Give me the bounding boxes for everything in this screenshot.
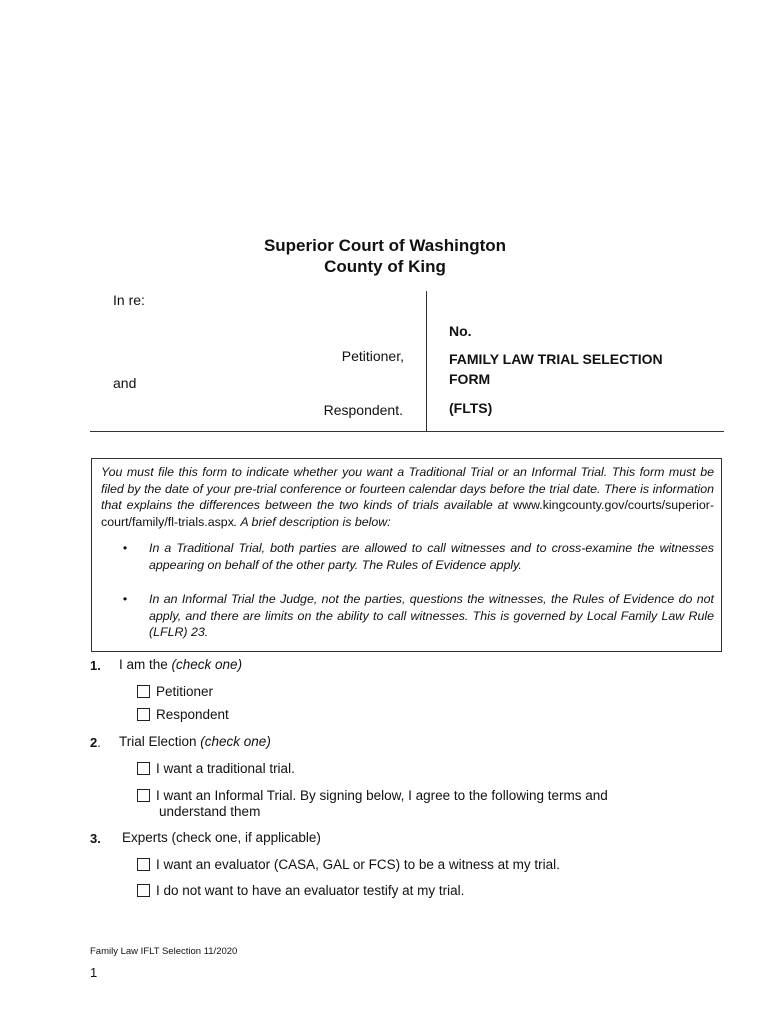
question-2-number: 2. <box>90 735 101 750</box>
and-label: and <box>113 375 137 391</box>
instructions-box <box>91 458 722 652</box>
respondent-label: Respondent. <box>323 402 403 418</box>
question-1-number: 1. <box>90 658 101 673</box>
option-respondent[interactable]: Respondent <box>137 707 229 723</box>
checkbox-icon[interactable] <box>137 884 150 897</box>
bullet-icon: • <box>122 541 128 555</box>
intro-text-end: . A brief description is below: <box>233 514 391 529</box>
form-footer-id: Family Law IFLT Selection 11/2020 <box>90 946 238 957</box>
question-3-text: Experts (check one, if applicable) <box>122 830 321 845</box>
bullet-text: In an Informal Trial the Judge, not the parties, questions the witnesses, the Rules of Evidence do not apply, and there are limits on the ability to call witnesses. This is governed by Local Family Law Rule (LFLR) 23. <box>149 592 714 639</box>
intro-text: You must file this form to indicate whether you want a Traditional Trial or an Informal Trial. This form must be filed by the date of your pre-trial conference or fourteen calendar days before the trial date. There is information that explains the differences between the two kinds of trials available at <box>101 465 714 512</box>
instructions-intro <box>101 464 714 530</box>
info-url: www.kingcounty.gov/courts/superior-court/family/fl-trials.aspx <box>101 498 714 529</box>
checkbox-icon[interactable] <box>137 685 150 698</box>
petitioner-label: Petitioner, <box>341 348 404 364</box>
bullet-item-informal <box>101 591 714 641</box>
form-title-line1: FAMILY LAW TRIAL SELECTION <box>449 351 663 367</box>
checkbox-icon[interactable] <box>137 789 150 802</box>
court-name: Superior Court of Washington <box>263 236 507 255</box>
checkbox-icon[interactable] <box>137 762 150 775</box>
option-informal-trial-cont: understand them <box>159 804 261 819</box>
page-number: 1 <box>90 965 98 980</box>
form-title-line2: FORM <box>449 371 491 387</box>
option-traditional-trial[interactable]: I want a traditional trial. <box>137 761 295 777</box>
option-want-evaluator[interactable]: I want an evaluator (CASA, GAL or FCS) to be a witness at my trial. <box>137 857 560 873</box>
question-2-text: Trial Election (check one) <box>119 734 271 749</box>
checkbox-icon[interactable] <box>137 708 150 721</box>
bullet-item-traditional <box>101 540 714 573</box>
form-code: (FLTS) <box>449 400 493 416</box>
question-3-number: 3. <box>90 831 101 846</box>
county-name: County of King <box>324 257 446 276</box>
option-no-evaluator[interactable]: I do not want to have an evaluator testify at my trial. <box>137 883 464 899</box>
option-petitioner[interactable]: Petitioner <box>137 684 213 700</box>
bullet-text: In a Traditional Trial, both parties are allowed to call witnesses and to cross-examine the witnesses appearing on behalf of the other party. The Rules of Evidence apply. <box>149 541 714 572</box>
caption-divider-vertical <box>426 291 427 432</box>
checkbox-icon[interactable] <box>137 858 150 871</box>
caption-divider-horizontal <box>90 431 724 432</box>
question-1-text: I am the (check one) <box>119 657 243 672</box>
bullet-icon: • <box>122 592 128 606</box>
case-number-label: No. <box>449 323 472 339</box>
option-informal-trial[interactable]: I want an Informal Trial. By signing below, I agree to the following terms and <box>137 788 608 804</box>
in-re-label: In re: <box>113 292 145 308</box>
